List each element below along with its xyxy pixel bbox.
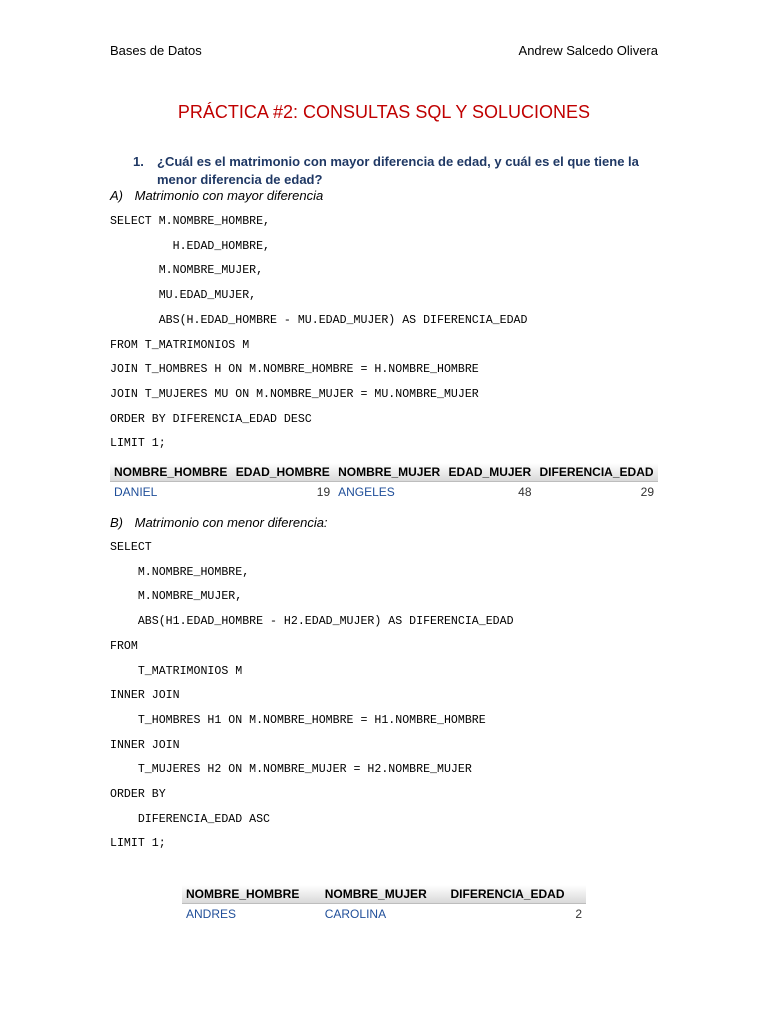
- code-line: FROM: [110, 639, 138, 653]
- code-line: ABS(H.EDAD_HOMBRE - MU.EDAD_MUJER) AS DIFERENCIA_EDAD: [110, 313, 528, 327]
- cell-nombre-hombre: DANIEL: [114, 485, 158, 499]
- code-line: FROM T_MATRIMONIOS M: [110, 338, 250, 352]
- section-b-label: B): [110, 515, 123, 530]
- section-a-label: A): [110, 188, 123, 203]
- question-number: 1.: [133, 154, 144, 169]
- code-block-b: [110, 536, 514, 857]
- code-line: SELECT M.NOMBRE_HOMBRE,: [110, 215, 271, 228]
- cell-edad-mujer: 48: [518, 485, 532, 499]
- question-text: ¿Cuál es el matrimonio con mayor diferencia de edad, y cuál es el que tiene la menor diferencia de edad?: [157, 154, 639, 187]
- question-1: [133, 153, 673, 189]
- header-right: Andrew Salcedo Olivera: [518, 43, 658, 58]
- cell-nombre-mujer: CAROLINA: [324, 907, 387, 921]
- column-header: DIFERENCIA_EDAD: [446, 885, 586, 904]
- section-b-title: Matrimonio con menor diferencia:: [134, 515, 328, 530]
- code-line: INNER JOIN: [110, 738, 180, 752]
- column-header: DIFERENCIA_EDAD: [536, 463, 658, 482]
- header-left: Bases de Datos: [110, 43, 202, 58]
- column-header: NOMBRE_HOMBRE: [110, 463, 232, 482]
- code-line: DIFERENCIA_EDAD ASC: [110, 812, 271, 826]
- code-line: T_HOMBRES H1 ON M.NOMBRE_HOMBRE = H1.NOMBRE_HOMBRE: [110, 713, 486, 727]
- code-line: SELECT: [110, 541, 152, 554]
- result-table-b: [182, 885, 586, 924]
- code-block-a: [110, 210, 527, 457]
- table-row: [110, 482, 658, 503]
- column-header: NOMBRE_MUJER: [334, 463, 444, 482]
- code-line: JOIN T_MUJERES MU ON M.NOMBRE_MUJER = MU.NOMBRE_MUJER: [110, 387, 479, 401]
- code-line: T_MUJERES H2 ON M.NOMBRE_MUJER = H2.NOMBRE_MUJER: [110, 763, 472, 777]
- code-line: LIMIT 1;: [110, 437, 166, 451]
- cell-nombre-hombre: ANDRES: [186, 907, 237, 921]
- code-line: M.NOMBRE_HOMBRE,: [110, 565, 250, 579]
- code-line: ABS(H1.EDAD_HOMBRE - H2.EDAD_MUJER) AS DIFERENCIA_EDAD: [110, 615, 514, 629]
- code-line: ORDER BY: [110, 788, 166, 802]
- cell-nombre-mujer: ANGELES: [338, 485, 395, 499]
- code-line: JOIN T_HOMBRES H ON M.NOMBRE_HOMBRE = H.NOMBRE_HOMBRE: [110, 363, 479, 377]
- code-line: M.NOMBRE_MUJER,: [110, 264, 264, 278]
- code-line: LIMIT 1;: [110, 837, 166, 851]
- section-a-title: Matrimonio con mayor diferencia: [134, 188, 324, 203]
- column-header: NOMBRE_MUJER: [321, 885, 447, 904]
- column-header: NOMBRE_HOMBRE: [182, 885, 321, 904]
- section-a-heading: [110, 188, 323, 203]
- table-row: [182, 904, 586, 925]
- column-header: EDAD_MUJER: [445, 463, 536, 482]
- table-header-row: [182, 885, 586, 904]
- column-header: EDAD_HOMBRE: [232, 463, 334, 482]
- code-line: M.NOMBRE_MUJER,: [110, 590, 243, 604]
- code-line: H.EDAD_HOMBRE,: [110, 239, 271, 253]
- page-title: PRÁCTICA #2: CONSULTAS SQL Y SOLUCIONES: [177, 102, 591, 122]
- result-table-a: [110, 463, 658, 502]
- cell-edad-hombre: 19: [316, 485, 331, 499]
- code-line: MU.EDAD_MUJER,: [110, 289, 257, 303]
- code-line: T_MATRIMONIOS M: [110, 664, 243, 678]
- table-header-row: [110, 463, 658, 482]
- cell-diferencia-edad: 29: [640, 485, 654, 499]
- section-b-heading: [110, 515, 328, 530]
- code-line: INNER JOIN: [110, 689, 180, 703]
- cell-diferencia-edad: 2: [575, 907, 582, 921]
- code-line: ORDER BY DIFERENCIA_EDAD DESC: [110, 412, 312, 426]
